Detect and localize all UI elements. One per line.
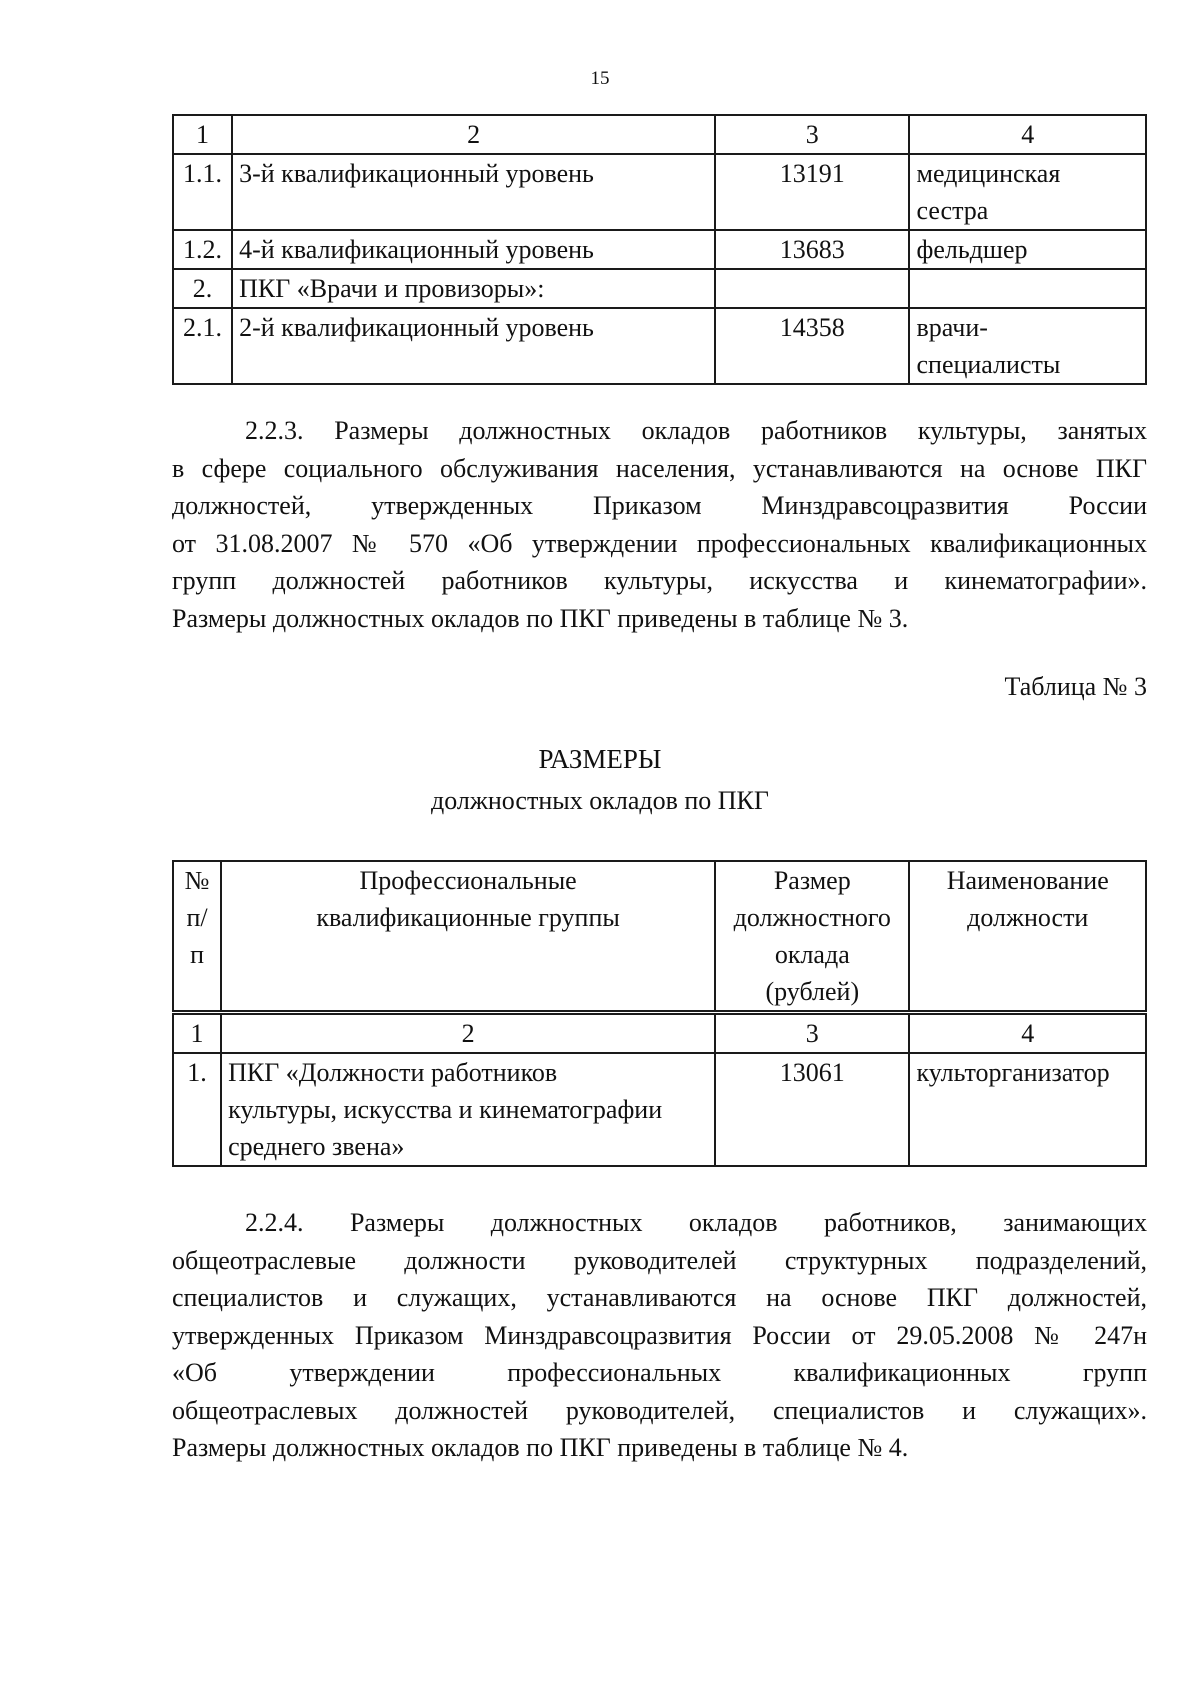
salary-table-continued xyxy=(172,114,1147,385)
table-label: Таблица № 3 xyxy=(1004,672,1147,701)
column-header-position: Наименование должности xyxy=(909,861,1146,1013)
row-number: 1.2. xyxy=(173,230,232,269)
qualification-level: 2-й квалификационный уровень xyxy=(232,308,715,384)
table-header-row xyxy=(173,861,1146,1013)
table-row xyxy=(173,230,1146,269)
table-subheading: должностных окладов по ПКГ xyxy=(431,786,769,815)
table-index-row xyxy=(173,115,1146,154)
salary-value: 13061 xyxy=(715,1053,909,1166)
column-header-salary: Размер должностного оклада (рублей) xyxy=(715,861,909,1013)
table-row xyxy=(173,154,1146,230)
table-heading: РАЗМЕРЫ xyxy=(538,744,662,774)
column-header-group: Профессиональные квалификационные группы xyxy=(221,861,715,1013)
table-index-row xyxy=(173,1013,1146,1054)
position-name: культорганизатор xyxy=(909,1053,1146,1166)
row-number: 2. xyxy=(173,269,232,308)
table-cell: 3 xyxy=(715,115,909,154)
position-name: врачи- специалисты xyxy=(909,308,1146,384)
qualification-group: ПКГ «Должности работников культуры, искусства и кинематографии среднего звена» xyxy=(221,1053,715,1166)
salary-value: 13191 xyxy=(715,154,909,230)
table-row xyxy=(173,269,1146,308)
table-cell: 1 xyxy=(173,1013,221,1054)
salary-value: 14358 xyxy=(715,308,909,384)
position-name: медицинская сестра xyxy=(909,154,1146,230)
page-number: 15 xyxy=(590,68,610,89)
table-cell: 3 xyxy=(715,1013,909,1054)
qualification-level: 4-й квалификационный уровень xyxy=(232,230,715,269)
paragraph-2-2-3: 2.2.3. Размеры должностных окладов работников культуры, занятых в сфере социального обслуживания населения, устанавливаются на основе ПКГ должностей, утвержденных Приказом Минздравсоцразвития России от 31.08.2007 № 570 «Об утверждении профессиональных квалификационных групп должностей работников культуры, искусства и кинематографии». Размеры должностных окладов по ПКГ приведены в таблице № 3. xyxy=(172,416,1147,633)
column-header-number: № п/п xyxy=(173,861,221,1013)
position-name: фельдшер xyxy=(909,230,1146,269)
table-row xyxy=(173,1053,1146,1166)
paragraph-2-2-4: 2.2.4. Размеры должностных окладов работников, занимающих общеотраслевые должности руководителей структурных подразделений, специалистов и служащих, устанавливаются на основе ПКГ должностей, утвержденных Приказом Минздравсоцразвития России от 29.05.2008 № 247н «Об утверждении профессиональных квалификационных групп общеотраслевых должностей руководителей, специалистов и служащих». Размеры должностных окладов по ПКГ приведены в таблице № 4. xyxy=(172,1208,1147,1462)
table-cell: 4 xyxy=(909,115,1146,154)
table-row xyxy=(173,308,1146,384)
row-number: 2.1. xyxy=(173,308,232,384)
table-cell: 2 xyxy=(221,1013,715,1054)
table-cell: 4 xyxy=(909,1013,1146,1054)
qualification-group: ПКГ «Врачи и провизоры»: xyxy=(232,269,715,308)
qualification-level: 3-й квалификационный уровень xyxy=(232,154,715,230)
row-number: 1. xyxy=(173,1053,221,1166)
table-cell: 2 xyxy=(232,115,715,154)
row-number: 1.1. xyxy=(173,154,232,230)
position-name xyxy=(909,269,1146,308)
salary-table-3 xyxy=(172,860,1147,1167)
salary-value xyxy=(715,269,909,308)
salary-value: 13683 xyxy=(715,230,909,269)
table-cell: 1 xyxy=(173,115,232,154)
